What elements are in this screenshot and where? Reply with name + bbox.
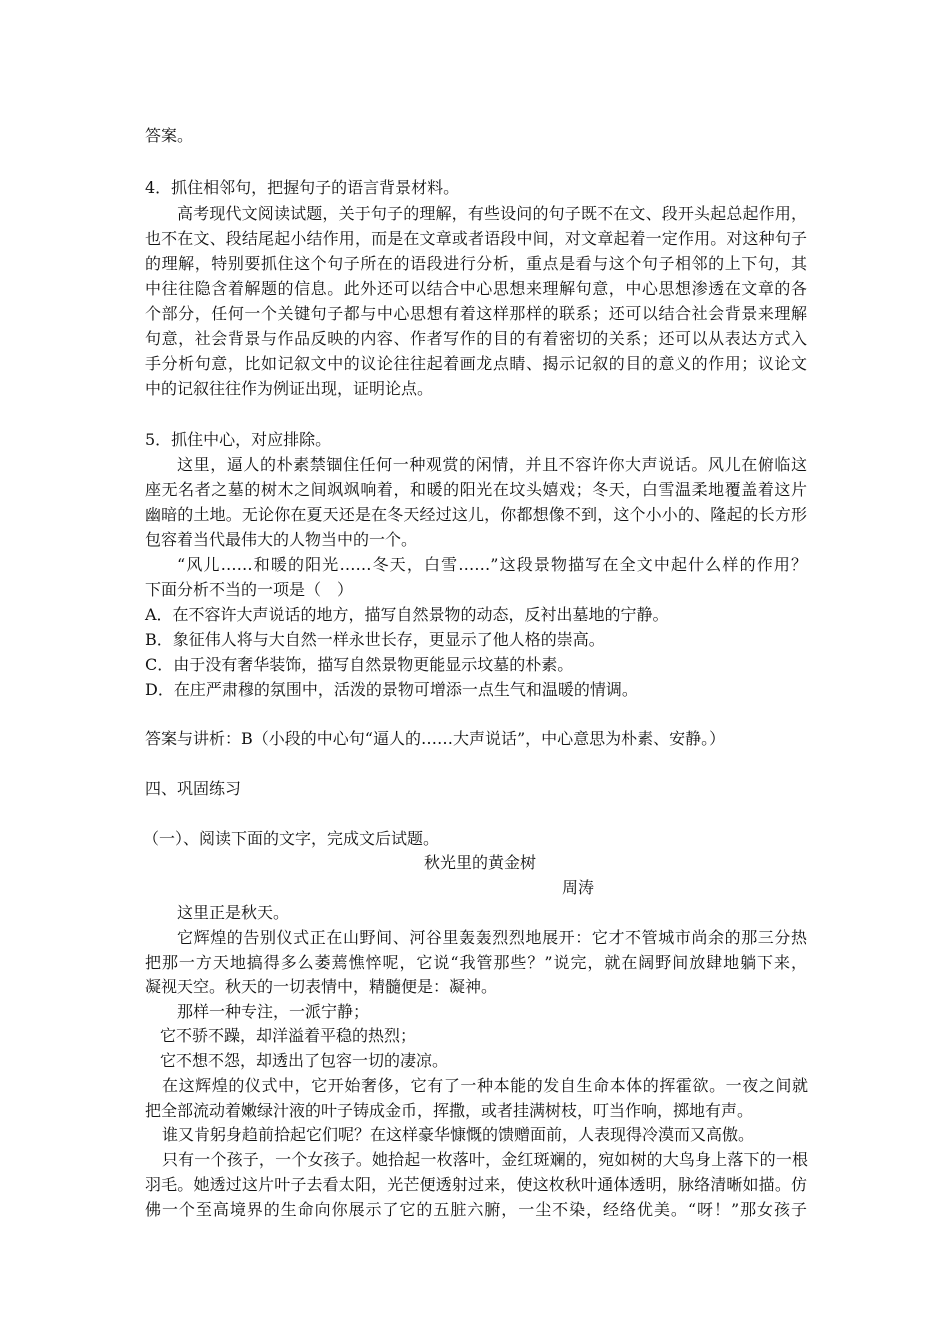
text-line: 高考现代文阅读试题，关于句子的理解，有些设问的句子既不在文、段开头起总起作用， bbox=[177, 204, 807, 223]
text-line: 中往往隐含着解题的信息。此外还可以结合中心思想来理解句意，中心思想渗透在文章的各 bbox=[145, 279, 807, 298]
text-line: 把全部流动着嫩绿汁液的叶子铸成金币，挥撒，或者挂满树枝，叮当作响，掷地有声。 bbox=[145, 1101, 754, 1120]
text-line: 包容着当代最伟大的人物当中的一个。 bbox=[145, 530, 418, 549]
text-line: 它不想不怨，却透出了包容一切的凄凉。 bbox=[160, 1051, 449, 1070]
text-line: 也不在文、段结尾起小结作用，而是在文章或者语段中间，对文章起着一定作用。对这种句子 bbox=[145, 229, 807, 248]
text-line: 这里，逼人的朴素禁锢住任何一种观赏的闲情，并且不容许你大声说话。风儿在俯临这 bbox=[177, 455, 807, 474]
text-line: 只有一个孩子，一个女孩子。她拾起一枚落叶，金红斑斓的，宛如树的大鸟身上落下的一根 bbox=[162, 1150, 808, 1169]
article-title: 秋光里的黄金树 bbox=[423, 853, 536, 872]
text-line: 它不骄不躁，却洋溢着平稳的热烈； bbox=[160, 1026, 417, 1045]
text-line: 句意，社会背景与作品反映的内容、作者写作的目的有着密切的关系；还可以从表达方式入 bbox=[145, 329, 807, 348]
text-line: 凝视天空。秋天的一切表情中，精髓便是：凝神。 bbox=[145, 977, 498, 996]
question-line: 下面分析不当的一项是（ ） bbox=[145, 580, 354, 599]
option-a: A．在不容许大声说话的地方，描写自然景物的动态，反衬出墓地的宁静。 bbox=[145, 605, 669, 624]
text-line: 手分析句意，比如记叙文中的议论往往起着画龙点睛、揭示记叙的目的意义的作用；议论文 bbox=[145, 354, 807, 373]
text-line: 中的记叙往往作为例证出现，证明论点。 bbox=[145, 379, 434, 398]
text-line: 个部分，任何一个关键句子都与中心思想有着这样那样的联系；还可以结合社会背景来理解 bbox=[145, 304, 807, 323]
text-line: 谁又肯躬身趋前拾起它们呢？在这样豪华慷慨的馈赠面前，人表现得冷漠而又高傲。 bbox=[162, 1125, 755, 1144]
text-line: 幽暗的土地。无论你在夏天还是在冬天经过这儿，你都想像不到，这个小小的、隆起的长方形 bbox=[145, 505, 807, 524]
option-c: C．由于没有奢华装饰，描写自然景物更能显示坟墓的朴素。 bbox=[145, 655, 574, 674]
article-author: 周涛 bbox=[562, 878, 595, 897]
answer-line: 答案与讲析：B（小段的中心句“逼人的……大声说话”，中心意思为朴素、安静。） bbox=[145, 729, 726, 748]
text-line: 在这辉煌的仪式中，它开始奢侈，它有了一种本能的发自生命本体的挥霍欲。一夜之间就 bbox=[162, 1076, 808, 1095]
section-heading: 5．抓住中心，对应排除。 bbox=[145, 430, 332, 449]
text-line: 佛一个至高境界的生命向你展示了它的五脏六腑，一尘不染，经络优美。“呀！”那女孩子 bbox=[145, 1200, 807, 1219]
exercise-instruction: （一）、阅读下面的文字，完成文后试题。 bbox=[143, 829, 440, 848]
text-line: 把那一方天地搞得多么萎蔫憔悴呢，它说“我管那些？”说完，就在阔野间放肆地躺下来， bbox=[145, 953, 807, 972]
text-line: 那样一种专注，一派宁静； bbox=[177, 1002, 370, 1021]
option-b: B．象征伟人将与大自然一样永世长存，更显示了他人格的崇高。 bbox=[145, 630, 605, 649]
text-line: 它辉煌的告别仪式正在山野间、河谷里轰轰烈烈地展开：它才不管城市尚余的那三分热 bbox=[177, 928, 807, 947]
question-line: “风儿……和暖的阳光……冬天，白雪……”这段景物描写在全文中起什么样的作用？ bbox=[177, 555, 807, 574]
section-heading: 四、巩固练习 bbox=[145, 779, 242, 798]
text-line: 这里正是秋天。 bbox=[177, 903, 290, 922]
text-line: 的理解，特别要抓住这个句子所在的语段进行分析，重点是看与这个句子相邻的上下句，其 bbox=[145, 254, 807, 273]
section-heading: 4．抓住相邻句，把握句子的语言背景材料。 bbox=[145, 178, 460, 197]
option-d: D．在庄严肃穆的氛围中，活泼的景物可增添一点生气和温暖的情调。 bbox=[145, 680, 638, 699]
text-line: 羽毛。她透过这片叶子去看太阳，光芒便透射过来，使这枚秋叶通体透明，脉络清晰如描。仿 bbox=[145, 1175, 807, 1194]
text-line: 答案。 bbox=[145, 126, 194, 145]
text-line: 座无名者之墓的树木之间飒飒响着，和暖的阳光在坟头嬉戏；冬天，白雪温柔地覆盖着这片 bbox=[145, 480, 807, 499]
